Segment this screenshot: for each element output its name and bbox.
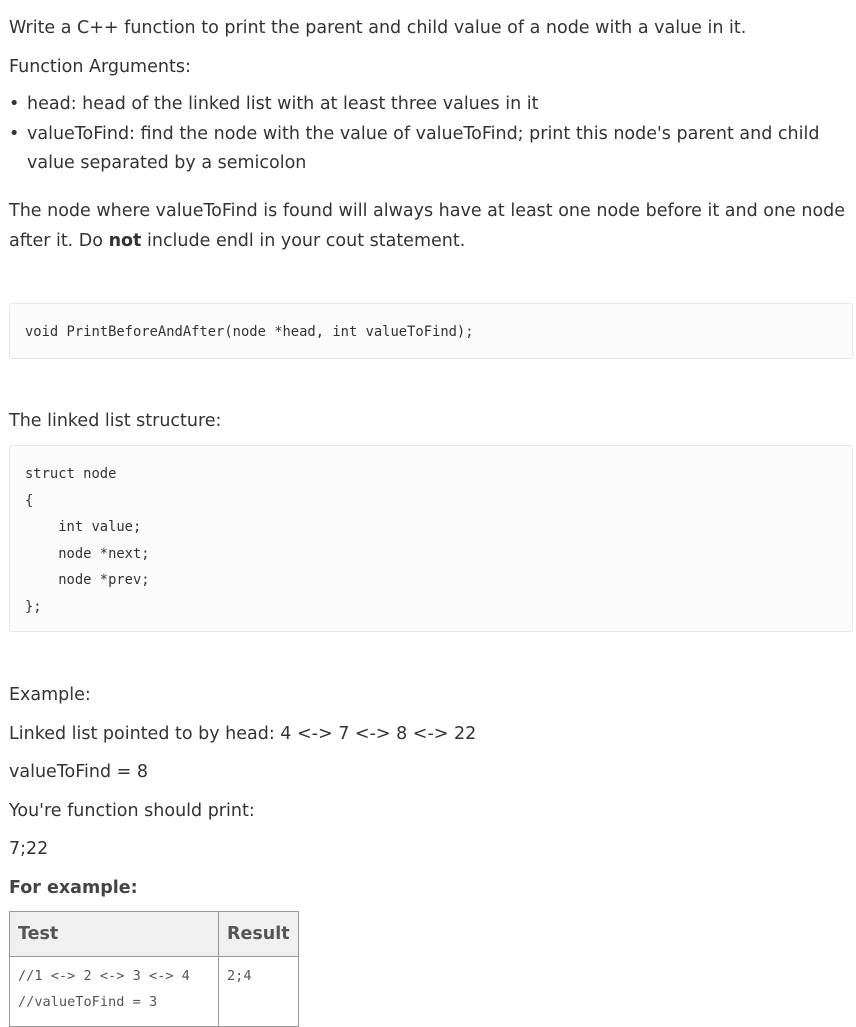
example-list: Linked list pointed to by head: 4 <-> 7 <-> 8 <-> 22 bbox=[9, 724, 477, 744]
test-cell-code: //1 <-> 2 <-> 3 <-> 4 //valueToFind = 3 bbox=[18, 968, 190, 1010]
arg-valuetofind-text-cont: value separated by a semicolon bbox=[27, 153, 307, 173]
table-row bbox=[10, 957, 299, 1027]
struct-heading: The linked list structure: bbox=[9, 411, 222, 431]
note-line-2-bold: not bbox=[108, 231, 142, 251]
struct-code: struct node { int value; node *next; node *prev; }; bbox=[25, 466, 150, 615]
arg-head-text: head: head of the linked list with at least three values in it bbox=[27, 94, 539, 114]
arg-valuetofind-text: valueToFind: find the node with the value of valueToFind; print this node's parent and child bbox=[27, 123, 820, 144]
note-line-1: The node where valueToFind is found will always have at least one node before it and one node bbox=[9, 201, 846, 221]
example-output: 7;22 bbox=[9, 839, 49, 859]
note-line-2 bbox=[9, 226, 465, 256]
test-table bbox=[9, 911, 299, 1027]
signature-code: void PrintBeforeAndAfter(node *head, int valueToFind); bbox=[25, 324, 474, 340]
for-example-heading: For example: bbox=[9, 878, 138, 898]
struct-code-block bbox=[9, 445, 853, 632]
arg-item-head bbox=[9, 90, 819, 120]
note-line-2-post: include endl in your cout statement. bbox=[141, 231, 466, 251]
result-cell bbox=[219, 957, 299, 1027]
result-column-header: Result bbox=[219, 912, 299, 957]
args-heading: Function Arguments: bbox=[9, 57, 191, 77]
intro-text: Write a C++ function to print the parent and child value of a node with a value in it. bbox=[9, 18, 747, 38]
args-list bbox=[9, 90, 819, 179]
test-cell bbox=[10, 957, 219, 1027]
example-should: You're function should print: bbox=[9, 801, 255, 821]
result-cell-code: 2;4 bbox=[227, 968, 252, 984]
test-column-header: Test bbox=[10, 912, 219, 957]
example-value: valueToFind = 8 bbox=[9, 762, 149, 782]
test-table-header-row bbox=[10, 912, 299, 957]
example-heading: Example: bbox=[9, 685, 91, 705]
note-line-2-pre: after it. Do bbox=[9, 231, 109, 251]
arg-item-valuetofind bbox=[9, 120, 819, 179]
signature-code-block bbox=[9, 303, 853, 359]
